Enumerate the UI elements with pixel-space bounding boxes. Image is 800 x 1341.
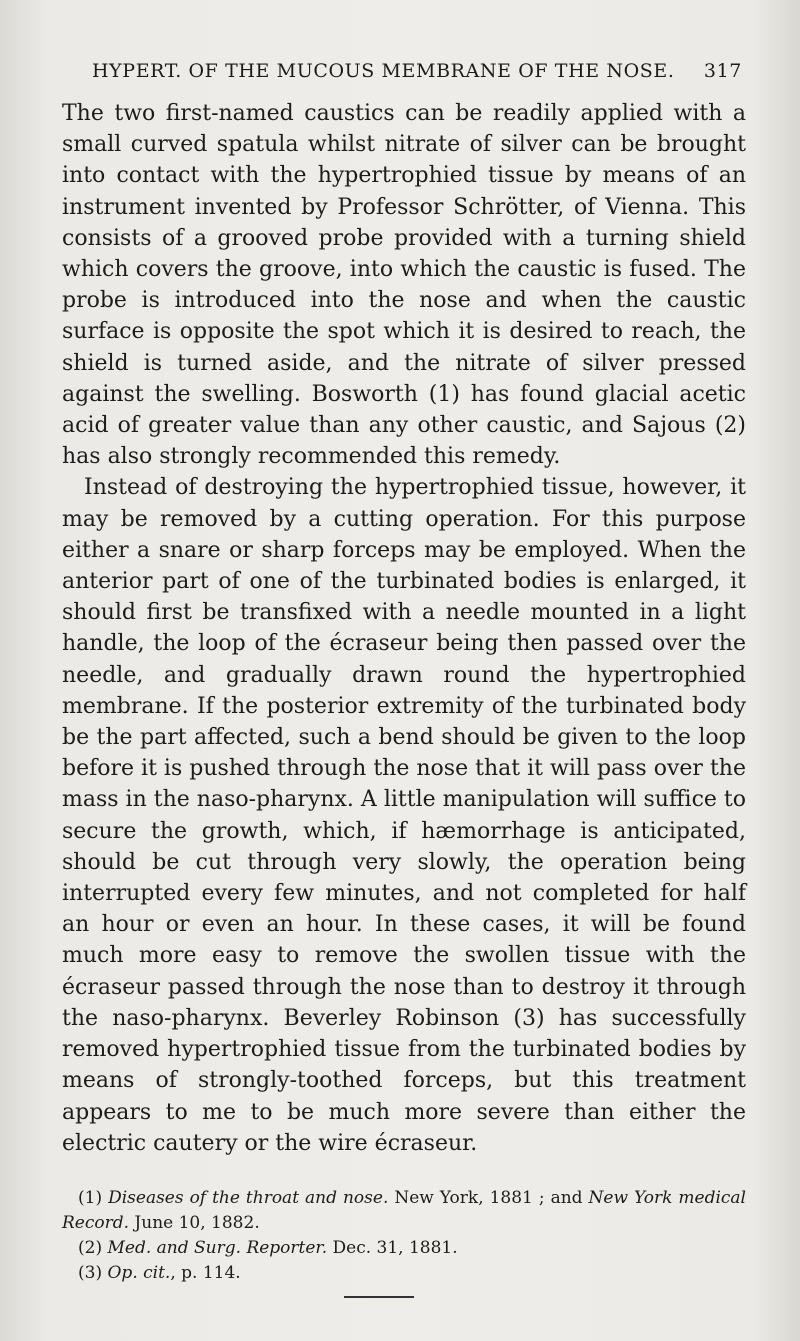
body-text bbox=[62, 98, 746, 1159]
footnote-title: New York medical Record. bbox=[62, 1188, 746, 1233]
paragraph: Instead of destroying the hypertrophied tissue, however, it may be removed by a cutting operation. For this purpose either a snare or sharp forceps may be employed. When the anterior part of one of the turbinated bodies is enlarged, it should first be transfixed with a needle mounted in a light handle, the loop of the écraseur being then passed over the needle, and gradually drawn round the hypertrophied membrane. If the posterior extremity of the turbinated body be the part affected, such a bend should be given to the loop before it is pushed through the nose that it will pass over the mass in the naso-pharynx. A little manipulation will suffice to secure the growth, which, if hæmorrhage is anticipated, should be cut through very slowly, the operation being interrupted every few minutes, and not completed for half an hour or even an hour. In these cases, it will be found much more easy to remove the swollen tissue with the écraseur passed through the nose than to destroy it through the naso-pharynx. Beverley Robinson (3) has successfully removed hypertrophied tissue from the turbinated bodies by means of strongly-toothed forceps, but this treatment appears to me to be much more severe than either the electric cautery or the wire écraseur. bbox=[62, 475, 746, 1156]
footnote bbox=[62, 1186, 746, 1236]
footnote-title: Op. cit. bbox=[107, 1263, 171, 1283]
running-title: HYPERT. OF THE MUCOUS MEMBRANE OF THE NOSE. bbox=[92, 60, 675, 82]
footnotes bbox=[62, 1186, 746, 1286]
footnote-text: New York, 1881 ; and bbox=[388, 1188, 589, 1208]
running-header bbox=[92, 60, 742, 82]
footnote-text: June 10, 1882. bbox=[129, 1213, 260, 1233]
footnote-text: , p. 114. bbox=[170, 1263, 241, 1283]
footnote bbox=[62, 1261, 746, 1286]
page-number: 317 bbox=[703, 60, 742, 82]
end-rule bbox=[344, 1296, 414, 1298]
footnote-title: Med. and Surg. Reporter. bbox=[107, 1238, 328, 1258]
footnote-number: (1) bbox=[78, 1188, 103, 1208]
footnote bbox=[62, 1236, 746, 1261]
footnote-title: Diseases of the throat and nose. bbox=[108, 1188, 389, 1208]
paragraph: The two first-named caustics can be readily applied with a small curved spatula whilst nitrate of silver can be brought into contact with the hypertrophied tissue by means of an instrument invented by Professor Schrötter, of Vienna. This consists of a grooved probe provided with a turning shield which covers the groove, into which the caustic is fused. The probe is introduced into the nose and when the caustic surface is opposite the spot which it is desired to reach, the shield is turned aside, and the nitrate of silver pressed against the swelling. Bosworth (1) has found glacial acetic acid of greater value than any other caustic, and Sajous (2) has also strongly recommended this remedy. bbox=[62, 101, 746, 470]
footnote-number: (3) bbox=[78, 1263, 103, 1283]
footnote-number: (2) bbox=[78, 1238, 103, 1258]
footnote-text: Dec. 31, 1881. bbox=[327, 1238, 458, 1258]
